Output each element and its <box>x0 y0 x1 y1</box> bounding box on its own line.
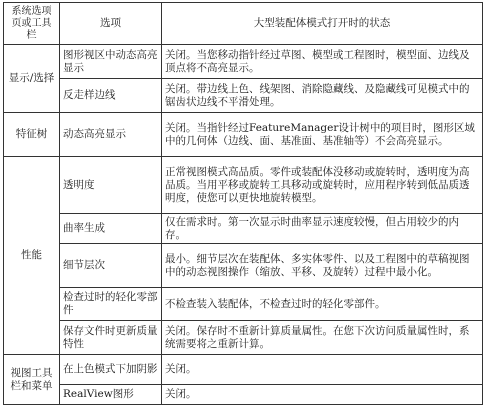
option-cell: 反走样边线 <box>60 79 162 113</box>
header-category: 系统选项页或工具栏 <box>4 3 60 45</box>
settings-table <box>3 2 483 405</box>
table-row <box>4 157 483 214</box>
table-row <box>4 214 483 244</box>
state-cell: 不检查装入装配体，不检查过时的轻化零部件。 <box>162 288 483 321</box>
option-cell: 图形视区中动态高亮显示 <box>60 45 162 79</box>
header-option: 选项 <box>60 3 162 45</box>
option-cell: 检查过时的轻化零部件 <box>60 288 162 321</box>
state-cell: 最小。细节层次在装配体、多实体零件、以及工程图中的草稿视图中的动态视图操作（缩放、平移、及旋转）过程中最小化。 <box>162 244 483 288</box>
category-cell: 特征树 <box>4 113 60 157</box>
state-cell: 仅在需求时。第一次显示时曲率显示速度较慢，但占用较少的内存。 <box>162 214 483 244</box>
table-row <box>4 288 483 321</box>
option-cell: RealView图形 <box>60 385 162 405</box>
state-cell: 关闭。 <box>162 385 483 405</box>
option-cell: 动态高亮显示 <box>60 113 162 157</box>
state-cell: 关闭。带边线上色、线架图、消除隐藏线、及隐藏线可见模式中的锯齿状边线不平滑处理。 <box>162 79 483 113</box>
table-row <box>4 355 483 385</box>
category-cell: 显示/选择 <box>4 45 60 113</box>
option-cell: 透明度 <box>60 157 162 214</box>
state-cell: 关闭。保存时不重新计算质量属性。在您下次访问质量属性时，系统需要将之重新计算。 <box>162 321 483 355</box>
category-cell: 视图工具栏和菜单 <box>4 355 60 405</box>
table-header-row <box>4 3 483 45</box>
state-cell: 关闭。当指针经过FeatureManager设计树中的项目时，图形区域中的几何体（边线、面、基准面、基准轴等）不会高亮显示。 <box>162 113 483 157</box>
option-cell: 保存文件时更新质量特性 <box>60 321 162 355</box>
table-row <box>4 385 483 405</box>
category-cell: 性能 <box>4 157 60 355</box>
state-cell: 关闭。 <box>162 355 483 385</box>
option-cell: 在上色模式下加阴影 <box>60 355 162 385</box>
header-state: 大型装配体模式打开时的状态 <box>162 3 483 45</box>
state-cell: 关闭。当您移动指针经过草图、模型或工程图时，模型面、边线及顶点将不高亮显示。 <box>162 45 483 79</box>
state-cell: 正常视图模式高品质。零件或装配体没移动或旋转时，透明度为高品质。当用平移或旋转工具移动或旋转时，应用程序转到低品质透明度，使您可以更快地旋转模型。 <box>162 157 483 214</box>
table-row <box>4 113 483 157</box>
table-row <box>4 244 483 288</box>
option-cell: 曲率生成 <box>60 214 162 244</box>
table-row <box>4 321 483 355</box>
table-row <box>4 79 483 113</box>
table-row <box>4 45 483 79</box>
option-cell: 细节层次 <box>60 244 162 288</box>
